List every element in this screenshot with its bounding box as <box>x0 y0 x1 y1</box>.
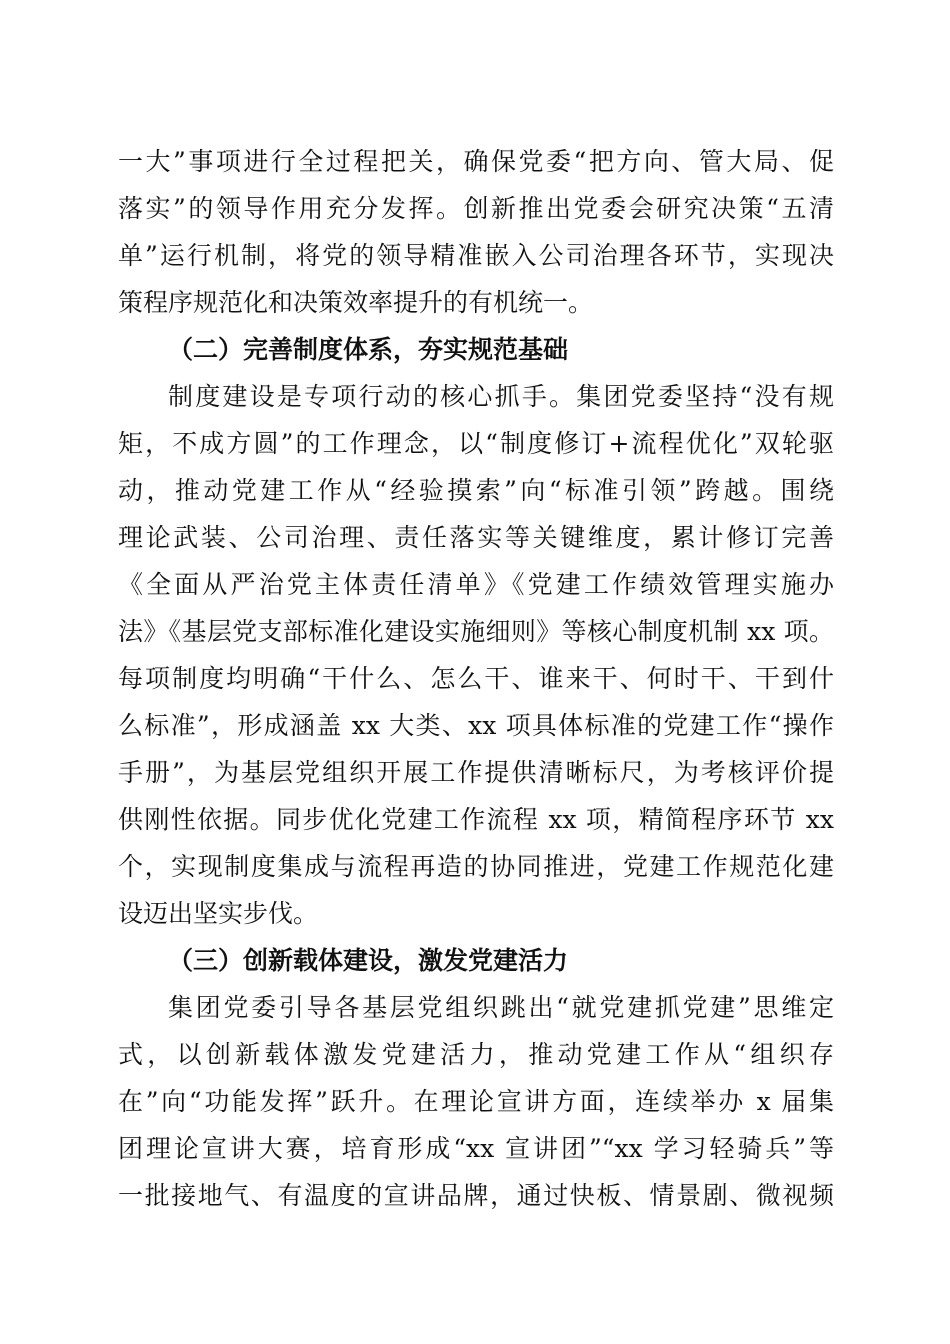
paragraph-1-line-2: 落实”的领导作用充分发挥。创新推出党委会研究决策“五清 <box>118 194 834 223</box>
paragraph-2-line-3: 动，推动党建工作从“经验摸索”向“标准引领”跨越。围绕 <box>118 476 834 505</box>
paragraph-3-line-1: 集团党委引导各基层党组织跳出“就党建抓党建”思维定 <box>168 993 834 1022</box>
paragraph-1-line-4: 策程序规范化和决策效率提升的有机统一。 <box>118 288 594 317</box>
paragraph-3-line-5: 一批接地气、有温度的宣讲品牌，通过快板、情景剧、微视频 <box>118 1181 834 1210</box>
paragraph-2-line-5: 《全面从严治党主体责任清单》《党建工作绩效管理实施办 <box>118 570 834 599</box>
paragraph-2-line-10: 供刚性依据。同步优化党建工作流程 xx 项，精简程序环节 xx <box>118 805 834 834</box>
section-heading-2: （二）完善制度体系，夯实规范基础 <box>168 335 569 364</box>
paragraph-2-line-12: 设迈出坚实步伐。 <box>118 899 319 928</box>
paragraph-2-line-6: 法》《基层党支部标准化建设实施细则》等核心制度机制 xx 项。 <box>118 617 834 646</box>
paragraph-1-line-3: 单”运行机制，将党的领导精准嵌入公司治理各环节，实现决 <box>118 241 834 270</box>
paragraph-2-line-11: 个，实现制度集成与流程再造的协同推进，党建工作规范化建 <box>118 852 834 881</box>
paragraph-1-line-1: 一大”事项进行全过程把关，确保党委“把方向、管大局、促 <box>118 147 834 176</box>
paragraph-2-line-9: 手册”，为基层党组织开展工作提供清晰标尺，为考核评价提 <box>118 758 834 787</box>
paragraph-3-line-4: 团理论宣讲大赛，培育形成“xx 宣讲团”“xx 学习轻骑兵”等 <box>118 1134 834 1163</box>
paragraph-2-line-4: 理论武装、公司治理、责任落实等关键维度，累计修订完善 <box>118 523 834 552</box>
paragraph-2-line-7: 每项制度均明确“干什么、怎么干、谁来干、何时干、干到什 <box>118 664 834 693</box>
paragraph-2-line-8: 么标准”，形成涵盖 xx 大类、xx 项具体标准的党建工作“操作 <box>118 711 834 740</box>
paragraph-2-line-2: 矩，不成方圆”的工作理念，以“制度修订+流程优化”双轮驱 <box>118 429 834 458</box>
paragraph-3-line-2: 式，以创新载体激发党建活力，推动党建工作从“组织存 <box>118 1040 834 1069</box>
paragraph-3-line-3: 在”向“功能发挥”跃升。在理论宣讲方面，连续举办 x 届集 <box>118 1087 834 1116</box>
section-heading-3: （三）创新载体建设，激发党建活力 <box>168 946 569 975</box>
paragraph-2-line-1: 制度建设是专项行动的核心抓手。集团党委坚持“没有规 <box>168 382 834 411</box>
